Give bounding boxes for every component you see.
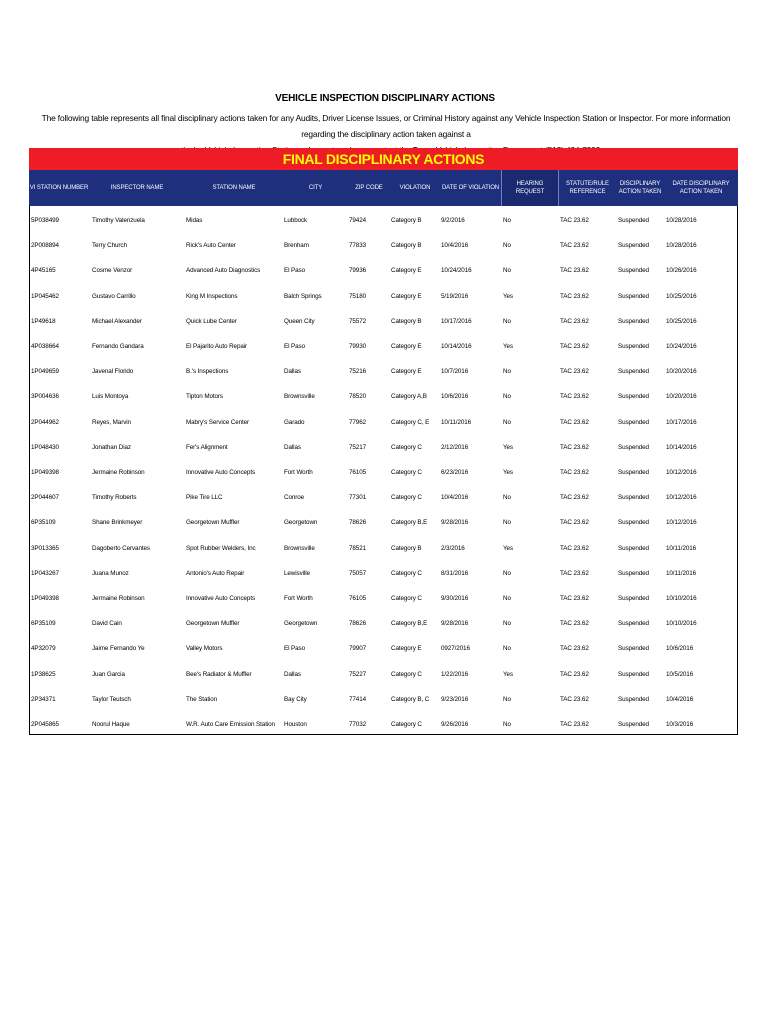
header-station-name: STATION NAME xyxy=(212,185,256,191)
cell-city: Dallas xyxy=(284,368,301,376)
cell-date-disciplinary-action-taken: 10/6/2016 xyxy=(666,645,694,653)
table-row xyxy=(29,460,738,485)
header-disciplinary-action-taken: DISCIPLINARY ACTION TAKEN xyxy=(618,181,662,195)
cell-station-name: Pike Tire LLC xyxy=(186,494,223,502)
cell-station-name: Innovative Auto Concepts xyxy=(186,469,256,476)
cell-vi-station-number: 3P013365 xyxy=(31,544,59,552)
cell-statute-rule-reference: TAC 23.62 xyxy=(560,695,589,703)
cell-station-name: King M Inspections xyxy=(186,292,238,300)
cell-vi-station-number: 4P32079 xyxy=(31,645,56,653)
cell-hearing-request: No xyxy=(503,393,511,401)
cell-statute-rule-reference: TAC 23.62 xyxy=(560,569,589,577)
document-title: VEHICLE INSPECTION DISCIPLINARY ACTIONS xyxy=(275,93,495,104)
cell-date-of-violation: 10/6/2016 xyxy=(441,393,469,401)
cell-statute-rule-reference: TAC 23.62 xyxy=(560,645,589,653)
cell-vi-station-number: 4P45165 xyxy=(31,267,56,275)
cell-city: El Paso xyxy=(284,267,306,275)
header-date-of-violation: DATE OF VIOLATION xyxy=(441,185,500,191)
cell-city: Conroe xyxy=(284,494,305,502)
table-row xyxy=(29,662,738,687)
cell-statute-rule-reference: TAC 23.62 xyxy=(560,544,589,552)
cell-zip-code: 77032 xyxy=(349,721,367,728)
cell-statute-rule-reference: TAC 23.62 xyxy=(560,670,589,678)
cell-statute-rule-reference: TAC 23.62 xyxy=(560,494,589,502)
cell-date-disciplinary-action-taken: 10/26/2016 xyxy=(666,267,697,275)
cell-city: Brenham xyxy=(284,242,309,250)
cell-date-disciplinary-action-taken: 10/10/2016 xyxy=(666,620,697,628)
table-row xyxy=(29,586,738,611)
cell-statute-rule-reference: TAC 23.62 xyxy=(560,595,589,602)
cell-disciplinary-action-taken: Suspended xyxy=(618,569,649,577)
cell-date-of-violation: 1/22/2016 xyxy=(441,670,469,678)
cell-disciplinary-action-taken: Suspended xyxy=(618,393,649,401)
cell-violation: Category B,E xyxy=(391,519,428,527)
cell-violation: Category C xyxy=(391,569,422,577)
cell-date-disciplinary-action-taken: 10/3/2016 xyxy=(666,721,694,728)
cell-station-name: Fer's Alignment xyxy=(186,443,228,451)
cell-date-of-violation: 10/7/2016 xyxy=(441,368,469,376)
cell-zip-code: 79424 xyxy=(349,217,367,224)
cell-date-of-violation: 10/24/2016 xyxy=(441,267,472,275)
cell-zip-code: 75217 xyxy=(349,443,367,451)
cell-station-name: Georgetown Muffler xyxy=(186,620,240,628)
cell-violation: Category B xyxy=(391,242,422,250)
cell-date-disciplinary-action-taken: 10/25/2016 xyxy=(666,292,697,300)
cell-station-name: B.'s Inspections xyxy=(186,368,229,376)
cell-inspector-name: Jermaine Robinson xyxy=(92,595,145,602)
cell-date-disciplinary-action-taken: 10/4/2016 xyxy=(666,695,694,703)
cell-date-of-violation: 9/26/2016 xyxy=(441,721,469,728)
cell-vi-station-number: 1P049398 xyxy=(31,595,59,602)
cell-hearing-request: No xyxy=(503,217,511,224)
cell-zip-code: 75180 xyxy=(349,292,367,300)
cell-zip-code: 75216 xyxy=(349,368,367,376)
cell-vi-station-number: 1P049659 xyxy=(31,368,59,376)
cell-date-disciplinary-action-taken: 10/25/2016 xyxy=(666,317,697,325)
cell-hearing-request: Yes xyxy=(503,544,513,552)
cell-city: Georgetown xyxy=(284,620,318,628)
cell-zip-code: 78520 xyxy=(349,393,367,401)
cell-date-of-violation: 0927/2016 xyxy=(441,645,470,653)
cell-vi-station-number: 1P38625 xyxy=(31,670,56,678)
cell-violation: Category C xyxy=(391,670,422,678)
cell-date-disciplinary-action-taken: 10/20/2016 xyxy=(666,368,697,376)
cell-hearing-request: Yes xyxy=(503,670,513,678)
cell-disciplinary-action-taken: Suspended xyxy=(618,494,649,502)
cell-city: Lewisville xyxy=(284,569,310,577)
cell-inspector-name: Fernando Gandara xyxy=(92,343,144,350)
cell-zip-code: 77414 xyxy=(349,695,367,703)
cell-inspector-name: Terry Church xyxy=(92,242,127,250)
cell-date-disciplinary-action-taken: 10/28/2016 xyxy=(666,242,697,250)
cell-station-name: Tipton Motors xyxy=(186,393,223,401)
cell-date-of-violation: 9/23/2016 xyxy=(441,695,469,703)
disciplinary-actions-table xyxy=(29,206,738,735)
cell-zip-code: 76105 xyxy=(349,595,367,602)
cell-station-name: El Pajarito Auto Repair xyxy=(186,343,248,350)
cell-hearing-request: No xyxy=(503,645,511,653)
table-row xyxy=(29,384,738,409)
cell-inspector-name: Luis Montoya xyxy=(92,393,129,401)
cell-violation: Category E xyxy=(391,645,422,653)
table-row xyxy=(29,309,738,334)
cell-violation: Category B xyxy=(391,317,422,325)
cell-date-of-violation: 2/12/2016 xyxy=(441,443,469,451)
cell-inspector-name: Dagoberto Cervantes xyxy=(92,544,150,552)
cell-city: El Paso xyxy=(284,343,306,350)
cell-disciplinary-action-taken: Suspended xyxy=(618,595,649,602)
cell-zip-code: 78626 xyxy=(349,620,367,628)
cell-vi-station-number: 2P045865 xyxy=(31,721,59,728)
table-row xyxy=(29,485,738,510)
cell-date-of-violation: 8/31/2016 xyxy=(441,569,469,577)
cell-disciplinary-action-taken: Suspended xyxy=(618,620,649,628)
table-left-border xyxy=(29,206,30,734)
cell-statute-rule-reference: TAC 23.62 xyxy=(560,418,589,426)
cell-vi-station-number: 1P045462 xyxy=(31,292,59,300)
cell-vi-station-number: 6P35109 xyxy=(31,519,56,527)
cell-statute-rule-reference: TAC 23.62 xyxy=(560,443,589,451)
cell-date-disciplinary-action-taken: 10/14/2016 xyxy=(666,443,697,451)
table-row xyxy=(29,561,738,586)
cell-inspector-name: Javenal Florido xyxy=(92,368,134,376)
cell-statute-rule-reference: TAC 23.62 xyxy=(560,317,589,325)
cell-inspector-name: Michael Alexander xyxy=(92,317,142,325)
cell-zip-code: 75227 xyxy=(349,670,367,678)
cell-vi-station-number: 6P35109 xyxy=(31,620,56,628)
cell-violation: Category B xyxy=(391,217,422,224)
cell-statute-rule-reference: TAC 23.62 xyxy=(560,721,589,728)
cell-date-of-violation: 9/30/2016 xyxy=(441,595,469,602)
cell-hearing-request: Yes xyxy=(503,343,513,350)
cell-city: Brownsville xyxy=(284,393,315,401)
cell-statute-rule-reference: TAC 23.62 xyxy=(560,217,589,224)
cell-zip-code: 75057 xyxy=(349,569,367,577)
final-actions-banner: FINAL DISCIPLINARY ACTIONS xyxy=(29,148,738,170)
cell-hearing-request: Yes xyxy=(503,292,513,300)
cell-hearing-request: Yes xyxy=(503,443,513,451)
cell-disciplinary-action-taken: Suspended xyxy=(618,544,649,552)
cell-statute-rule-reference: TAC 23.62 xyxy=(560,242,589,250)
table-row xyxy=(29,611,738,636)
cell-date-disciplinary-action-taken: 10/12/2016 xyxy=(666,469,697,476)
cell-date-disciplinary-action-taken: 10/28/2016 xyxy=(666,217,697,224)
table-row xyxy=(29,712,738,737)
header-zip-code: ZIP CODE xyxy=(355,185,383,191)
cell-violation: Category E xyxy=(391,267,422,275)
cell-disciplinary-action-taken: Suspended xyxy=(618,469,649,476)
table-row xyxy=(29,435,738,460)
cell-city: Lubbock xyxy=(284,217,308,224)
cell-city: Dallas xyxy=(284,443,301,451)
header-city: CITY xyxy=(308,185,323,191)
cell-date-disciplinary-action-taken: 10/20/2016 xyxy=(666,393,697,401)
cell-date-disciplinary-action-taken: 10/11/2016 xyxy=(666,544,697,552)
table-row xyxy=(29,359,738,384)
cell-inspector-name: Noorul Haque xyxy=(92,721,130,728)
cell-violation: Category B,E xyxy=(391,620,428,628)
cell-zip-code: 79936 xyxy=(349,267,367,275)
cell-date-of-violation: 6/23/2016 xyxy=(441,469,469,476)
cell-date-of-violation: 9/2/2016 xyxy=(441,217,465,224)
cell-station-name: W.R. Auto Care Emission Station xyxy=(186,721,275,728)
cell-date-of-violation: 9/28/2016 xyxy=(441,620,469,628)
cell-inspector-name: Cosme Venzor xyxy=(92,267,133,275)
table-row xyxy=(29,410,738,435)
cell-station-name: Bee's Radiator & Muffler xyxy=(186,670,252,678)
cell-hearing-request: No xyxy=(503,519,511,527)
cell-hearing-request: No xyxy=(503,595,511,602)
cell-inspector-name: Shane Brinkmeyer xyxy=(92,519,143,527)
cell-inspector-name: David Cain xyxy=(92,620,122,628)
cell-inspector-name: Juan Garcia xyxy=(92,670,125,678)
table-row xyxy=(29,536,738,561)
cell-station-name: Midas xyxy=(186,217,203,224)
table-row xyxy=(29,510,738,535)
header-statute-rule-reference: STATUTE/RULE REFERENCE xyxy=(566,181,609,195)
cell-disciplinary-action-taken: Suspended xyxy=(618,670,649,678)
table-row xyxy=(29,258,738,283)
cell-zip-code: 75572 xyxy=(349,317,367,325)
cell-statute-rule-reference: TAC 23.62 xyxy=(560,519,589,527)
cell-city: Garado xyxy=(284,418,305,426)
cell-violation: Category C xyxy=(391,595,422,602)
cell-city: Balch Springs xyxy=(284,292,322,300)
cell-violation: Category C xyxy=(391,443,422,451)
cell-hearing-request: No xyxy=(503,418,511,426)
cell-hearing-request: No xyxy=(503,721,511,728)
cell-zip-code: 78626 xyxy=(349,519,367,527)
cell-city: Dallas xyxy=(284,670,301,678)
cell-date-disciplinary-action-taken: 10/12/2016 xyxy=(666,519,697,527)
cell-vi-station-number: 3P004636 xyxy=(31,393,59,401)
cell-station-name: Valley Motors xyxy=(186,645,223,653)
cell-inspector-name: Jaime Fernando Ye xyxy=(92,645,145,653)
cell-date-of-violation: 9/28/2016 xyxy=(441,519,469,527)
cell-inspector-name: Gustavo Carrillo xyxy=(92,292,136,300)
cell-vi-station-number: 1P049398 xyxy=(31,469,59,476)
cell-hearing-request: No xyxy=(503,494,511,502)
cell-violation: Category C, E xyxy=(391,418,430,426)
cell-vi-station-number: 4P038664 xyxy=(31,343,59,350)
cell-zip-code: 76105 xyxy=(349,469,367,476)
cell-disciplinary-action-taken: Suspended xyxy=(618,443,649,451)
cell-city: Houston xyxy=(284,721,307,728)
cell-date-disciplinary-action-taken: 10/10/2016 xyxy=(666,595,697,602)
cell-vi-station-number: 1P043267 xyxy=(31,569,59,577)
cell-hearing-request: No xyxy=(503,569,511,577)
cell-inspector-name: Reyes, Marvin xyxy=(92,418,131,426)
cell-violation: Category C xyxy=(391,469,422,476)
header-violation: VIOLATION xyxy=(399,185,431,191)
cell-disciplinary-action-taken: Suspended xyxy=(618,368,649,376)
cell-date-of-violation: 10/17/2016 xyxy=(441,317,472,325)
cell-hearing-request: No xyxy=(503,317,511,325)
cell-date-of-violation: 5/19/2016 xyxy=(441,292,469,300)
cell-disciplinary-action-taken: Suspended xyxy=(618,519,649,527)
cell-zip-code: 79907 xyxy=(349,645,367,653)
cell-vi-station-number: 2P044962 xyxy=(31,418,59,426)
cell-disciplinary-action-taken: Suspended xyxy=(618,418,649,426)
header-date-disciplinary-action-taken: DATE DISCIPLINARY ACTION TAKEN xyxy=(672,181,730,195)
intro-line-1: The following table represents all final disciplinary actions taken for any Audits, Driver License Issues, or Criminal History against any Vehicle Inspection Station or Inspector. For more information regarding the disciplinary action taken against a xyxy=(41,113,731,139)
cell-city: Fort Worth xyxy=(284,469,313,476)
cell-violation: Category B xyxy=(391,544,422,552)
cell-vi-station-number: 2P044607 xyxy=(31,494,59,502)
cell-hearing-request: No xyxy=(503,620,511,628)
cell-disciplinary-action-taken: Suspended xyxy=(618,721,649,728)
cell-hearing-request: No xyxy=(503,368,511,376)
header-inspector-name: INSPECTOR NAME xyxy=(110,185,164,191)
cell-disciplinary-action-taken: Suspended xyxy=(618,267,649,275)
cell-inspector-name: Timothy Valenzuela xyxy=(92,217,145,224)
cell-violation: Category A,B xyxy=(391,393,427,401)
cell-station-name: Innovative Auto Concepts xyxy=(186,595,256,602)
cell-violation: Category E xyxy=(391,292,422,300)
cell-station-name: The Station xyxy=(186,695,218,703)
cell-date-of-violation: 10/14/2016 xyxy=(441,343,472,350)
cell-violation: Category C xyxy=(391,721,422,728)
table-right-border xyxy=(737,206,738,734)
cell-station-name: Antonio's Auto Repair xyxy=(186,569,245,577)
cell-disciplinary-action-taken: Suspended xyxy=(618,343,649,350)
cell-vi-station-number: 2P008894 xyxy=(31,242,59,250)
cell-date-of-violation: 10/4/2016 xyxy=(441,494,469,502)
cell-inspector-name: Jermaine Robinson xyxy=(92,469,145,476)
cell-inspector-name: Jonathan Diaz xyxy=(92,443,131,451)
cell-zip-code: 77833 xyxy=(349,242,367,250)
cell-city: Fort Worth xyxy=(284,595,313,602)
cell-station-name: Spot Rubber Welders, Inc xyxy=(186,544,256,552)
cell-violation: Category B, C xyxy=(391,695,430,703)
cell-date-disciplinary-action-taken: 10/5/2016 xyxy=(666,670,694,678)
cell-zip-code: 79930 xyxy=(349,343,367,350)
cell-city: El Paso xyxy=(284,645,306,653)
cell-violation: Category E xyxy=(391,368,422,376)
cell-date-disciplinary-action-taken: 10/24/2016 xyxy=(666,343,697,350)
cell-inspector-name: Timothy Roberts xyxy=(92,494,137,502)
cell-statute-rule-reference: TAC 23.62 xyxy=(560,368,589,376)
cell-city: Brownsville xyxy=(284,544,315,552)
cell-city: Bay City xyxy=(284,695,307,703)
cell-station-name: Mabry's Service Center xyxy=(186,418,250,426)
cell-hearing-request: No xyxy=(503,242,511,250)
cell-statute-rule-reference: TAC 23.62 xyxy=(560,292,589,300)
cell-statute-rule-reference: TAC 23.62 xyxy=(560,469,589,476)
cell-violation: Category E xyxy=(391,343,422,350)
cell-date-disciplinary-action-taken: 10/12/2016 xyxy=(666,494,697,502)
table-row xyxy=(29,687,738,712)
cell-city: Georgetown xyxy=(284,519,318,527)
cell-vi-station-number: 1P49618 xyxy=(31,317,56,325)
cell-hearing-request: No xyxy=(503,267,511,275)
cell-date-of-violation: 2/3/2016 xyxy=(441,544,465,552)
cell-zip-code: 77301 xyxy=(349,494,367,502)
cell-date-of-violation: 10/11/2016 xyxy=(441,418,472,426)
cell-date-of-violation: 10/4/2016 xyxy=(441,242,469,250)
header-vi-station-number: VI STATION NUMBER xyxy=(29,185,89,191)
cell-city: Queen City xyxy=(284,317,315,325)
cell-station-name: Rick's Auto Center xyxy=(186,242,236,250)
cell-statute-rule-reference: TAC 23.62 xyxy=(560,393,589,401)
cell-statute-rule-reference: TAC 23.62 xyxy=(560,343,589,350)
cell-disciplinary-action-taken: Suspended xyxy=(618,217,649,224)
cell-hearing-request: No xyxy=(503,695,511,703)
cell-inspector-name: Taylor Teutsch xyxy=(92,695,131,703)
header-hearing-request: HEARING REQUEST xyxy=(501,170,559,206)
cell-vi-station-number: 5P038499 xyxy=(31,217,59,224)
cell-disciplinary-action-taken: Suspended xyxy=(618,695,649,703)
cell-station-name: Quick Lube Center xyxy=(186,317,237,325)
cell-statute-rule-reference: TAC 23.62 xyxy=(560,620,589,628)
table-row xyxy=(29,334,738,359)
cell-station-name: Georgetown Muffler xyxy=(186,519,240,527)
cell-date-disciplinary-action-taken: 10/17/2016 xyxy=(666,418,697,426)
cell-zip-code: 77962 xyxy=(349,418,367,426)
cell-date-disciplinary-action-taken: 10/11/2016 xyxy=(666,569,697,577)
table-header-row xyxy=(29,170,738,206)
table-row xyxy=(29,208,738,233)
table-row xyxy=(29,233,738,258)
cell-disciplinary-action-taken: Suspended xyxy=(618,292,649,300)
table-row xyxy=(29,284,738,309)
cell-disciplinary-action-taken: Suspended xyxy=(618,645,649,653)
cell-vi-station-number: 2P34371 xyxy=(31,695,56,703)
cell-station-name: Advanced Auto Diagnostics xyxy=(186,267,261,275)
cell-statute-rule-reference: TAC 23.62 xyxy=(560,267,589,275)
cell-violation: Category C xyxy=(391,494,422,502)
cell-inspector-name: Juana Munoz xyxy=(92,569,129,577)
table-row xyxy=(29,636,738,661)
cell-hearing-request: Yes xyxy=(503,469,513,476)
cell-disciplinary-action-taken: Suspended xyxy=(618,317,649,325)
cell-vi-station-number: 1P048430 xyxy=(31,443,59,451)
cell-zip-code: 78521 xyxy=(349,544,367,552)
cell-disciplinary-action-taken: Suspended xyxy=(618,242,649,250)
